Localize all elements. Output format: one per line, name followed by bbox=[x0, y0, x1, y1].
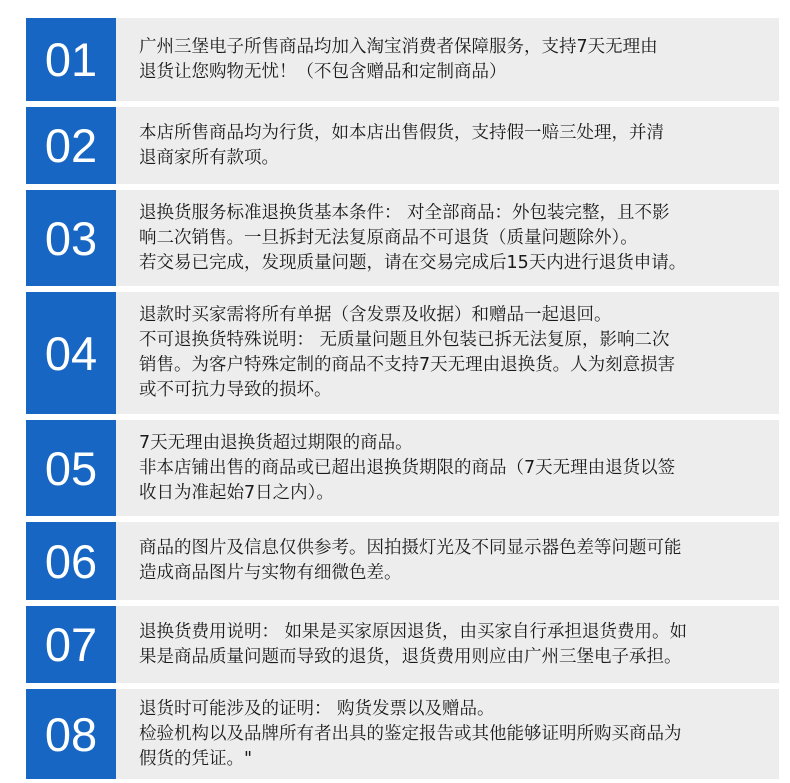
policy-line: 果是商品质量问题而导致的退货，退货费用则应由广州三堡电子承担。 bbox=[139, 646, 682, 667]
policy-line: 非本店铺出售的商品或已超出退换货期限的商品（7天无理由退货以签 bbox=[139, 457, 676, 478]
policy-line: 不可退换货特殊说明： 无质量问题且外包装已拆无法复原，影响二次 bbox=[139, 330, 670, 350]
policy-text bbox=[116, 18, 779, 101]
policy-item-03 bbox=[26, 190, 779, 286]
policy-line: 退换货服务标准退换货基本条件： 对全部商品：外包装完整，且不影 bbox=[139, 202, 670, 223]
policy-line: 商品的图片及信息仅供参考。因拍摄灯光及不同显示器色差等问题可能 bbox=[139, 538, 682, 558]
policy-line: 本店所售商品均为行货，如本店出售假货，支持假一赔三处理，并清 bbox=[139, 122, 664, 143]
policy-text bbox=[116, 107, 779, 184]
policy-item-08 bbox=[26, 689, 779, 779]
policy-number: 08 bbox=[26, 689, 116, 779]
policy-text bbox=[116, 606, 779, 683]
policy-number: 06 bbox=[26, 522, 116, 600]
policy-line: 或不可抗力导致的损坏。 bbox=[139, 380, 332, 400]
policy-number: 01 bbox=[26, 18, 116, 101]
policy-line: 退换货费用说明： 如果是买家原因退货，由买家自行承担退货费用。如 bbox=[139, 621, 688, 642]
policy-line: 销售。为客户特殊定制的商品不支持7天无理由退换货。人为刻意损害 bbox=[139, 355, 676, 375]
policy-line: 退货让您购物无忧！（不包含赠品和定制商品） bbox=[139, 61, 507, 82]
policy-number: 04 bbox=[26, 292, 116, 414]
policy-item-01 bbox=[26, 18, 779, 101]
policy-line: 假货的凭证。" bbox=[139, 748, 253, 769]
policy-item-02 bbox=[26, 107, 779, 184]
policy-number: 03 bbox=[26, 190, 116, 286]
policy-text bbox=[116, 522, 779, 600]
policy-line: 若交易已完成，发现质量问题，请在交易完成后15天内进行退货申请。 bbox=[139, 252, 687, 273]
policy-line: 检验机构以及品牌所有者出具的鉴定报告或其他能够证明所购买商品为 bbox=[139, 723, 682, 744]
return-policy-list bbox=[26, 18, 779, 779]
policy-line: 收日为准起始7日之内）。 bbox=[139, 482, 334, 503]
policy-number: 07 bbox=[26, 606, 116, 683]
policy-text bbox=[116, 420, 779, 516]
policy-number: 05 bbox=[26, 420, 116, 516]
policy-text bbox=[116, 689, 779, 779]
policy-line: 广州三堡电子所售商品均加入淘宝消费者保障服务，支持7天无理由 bbox=[139, 36, 658, 57]
policy-text bbox=[116, 292, 779, 414]
policy-item-06 bbox=[26, 522, 779, 600]
policy-line: 退货时可能涉及的证明： 购货发票以及赠品。 bbox=[139, 698, 495, 719]
policy-number: 02 bbox=[26, 107, 116, 184]
policy-item-07 bbox=[26, 606, 779, 683]
policy-line: 退商家所有款项。 bbox=[139, 147, 279, 168]
policy-item-04 bbox=[26, 292, 779, 414]
policy-item-05 bbox=[26, 420, 779, 516]
policy-line: 退款时买家需将所有单据（含发票及收据）和赠品一起退回。 bbox=[139, 305, 612, 325]
policy-line: 7天无理由退换货超过期限的商品。 bbox=[139, 432, 413, 453]
policy-line: 响二次销售。一旦拆封无法复原商品不可退货（质量问题除外）。 bbox=[139, 227, 638, 248]
policy-line: 造成商品图片与实物有细微色差。 bbox=[139, 563, 402, 583]
policy-text bbox=[116, 190, 779, 286]
